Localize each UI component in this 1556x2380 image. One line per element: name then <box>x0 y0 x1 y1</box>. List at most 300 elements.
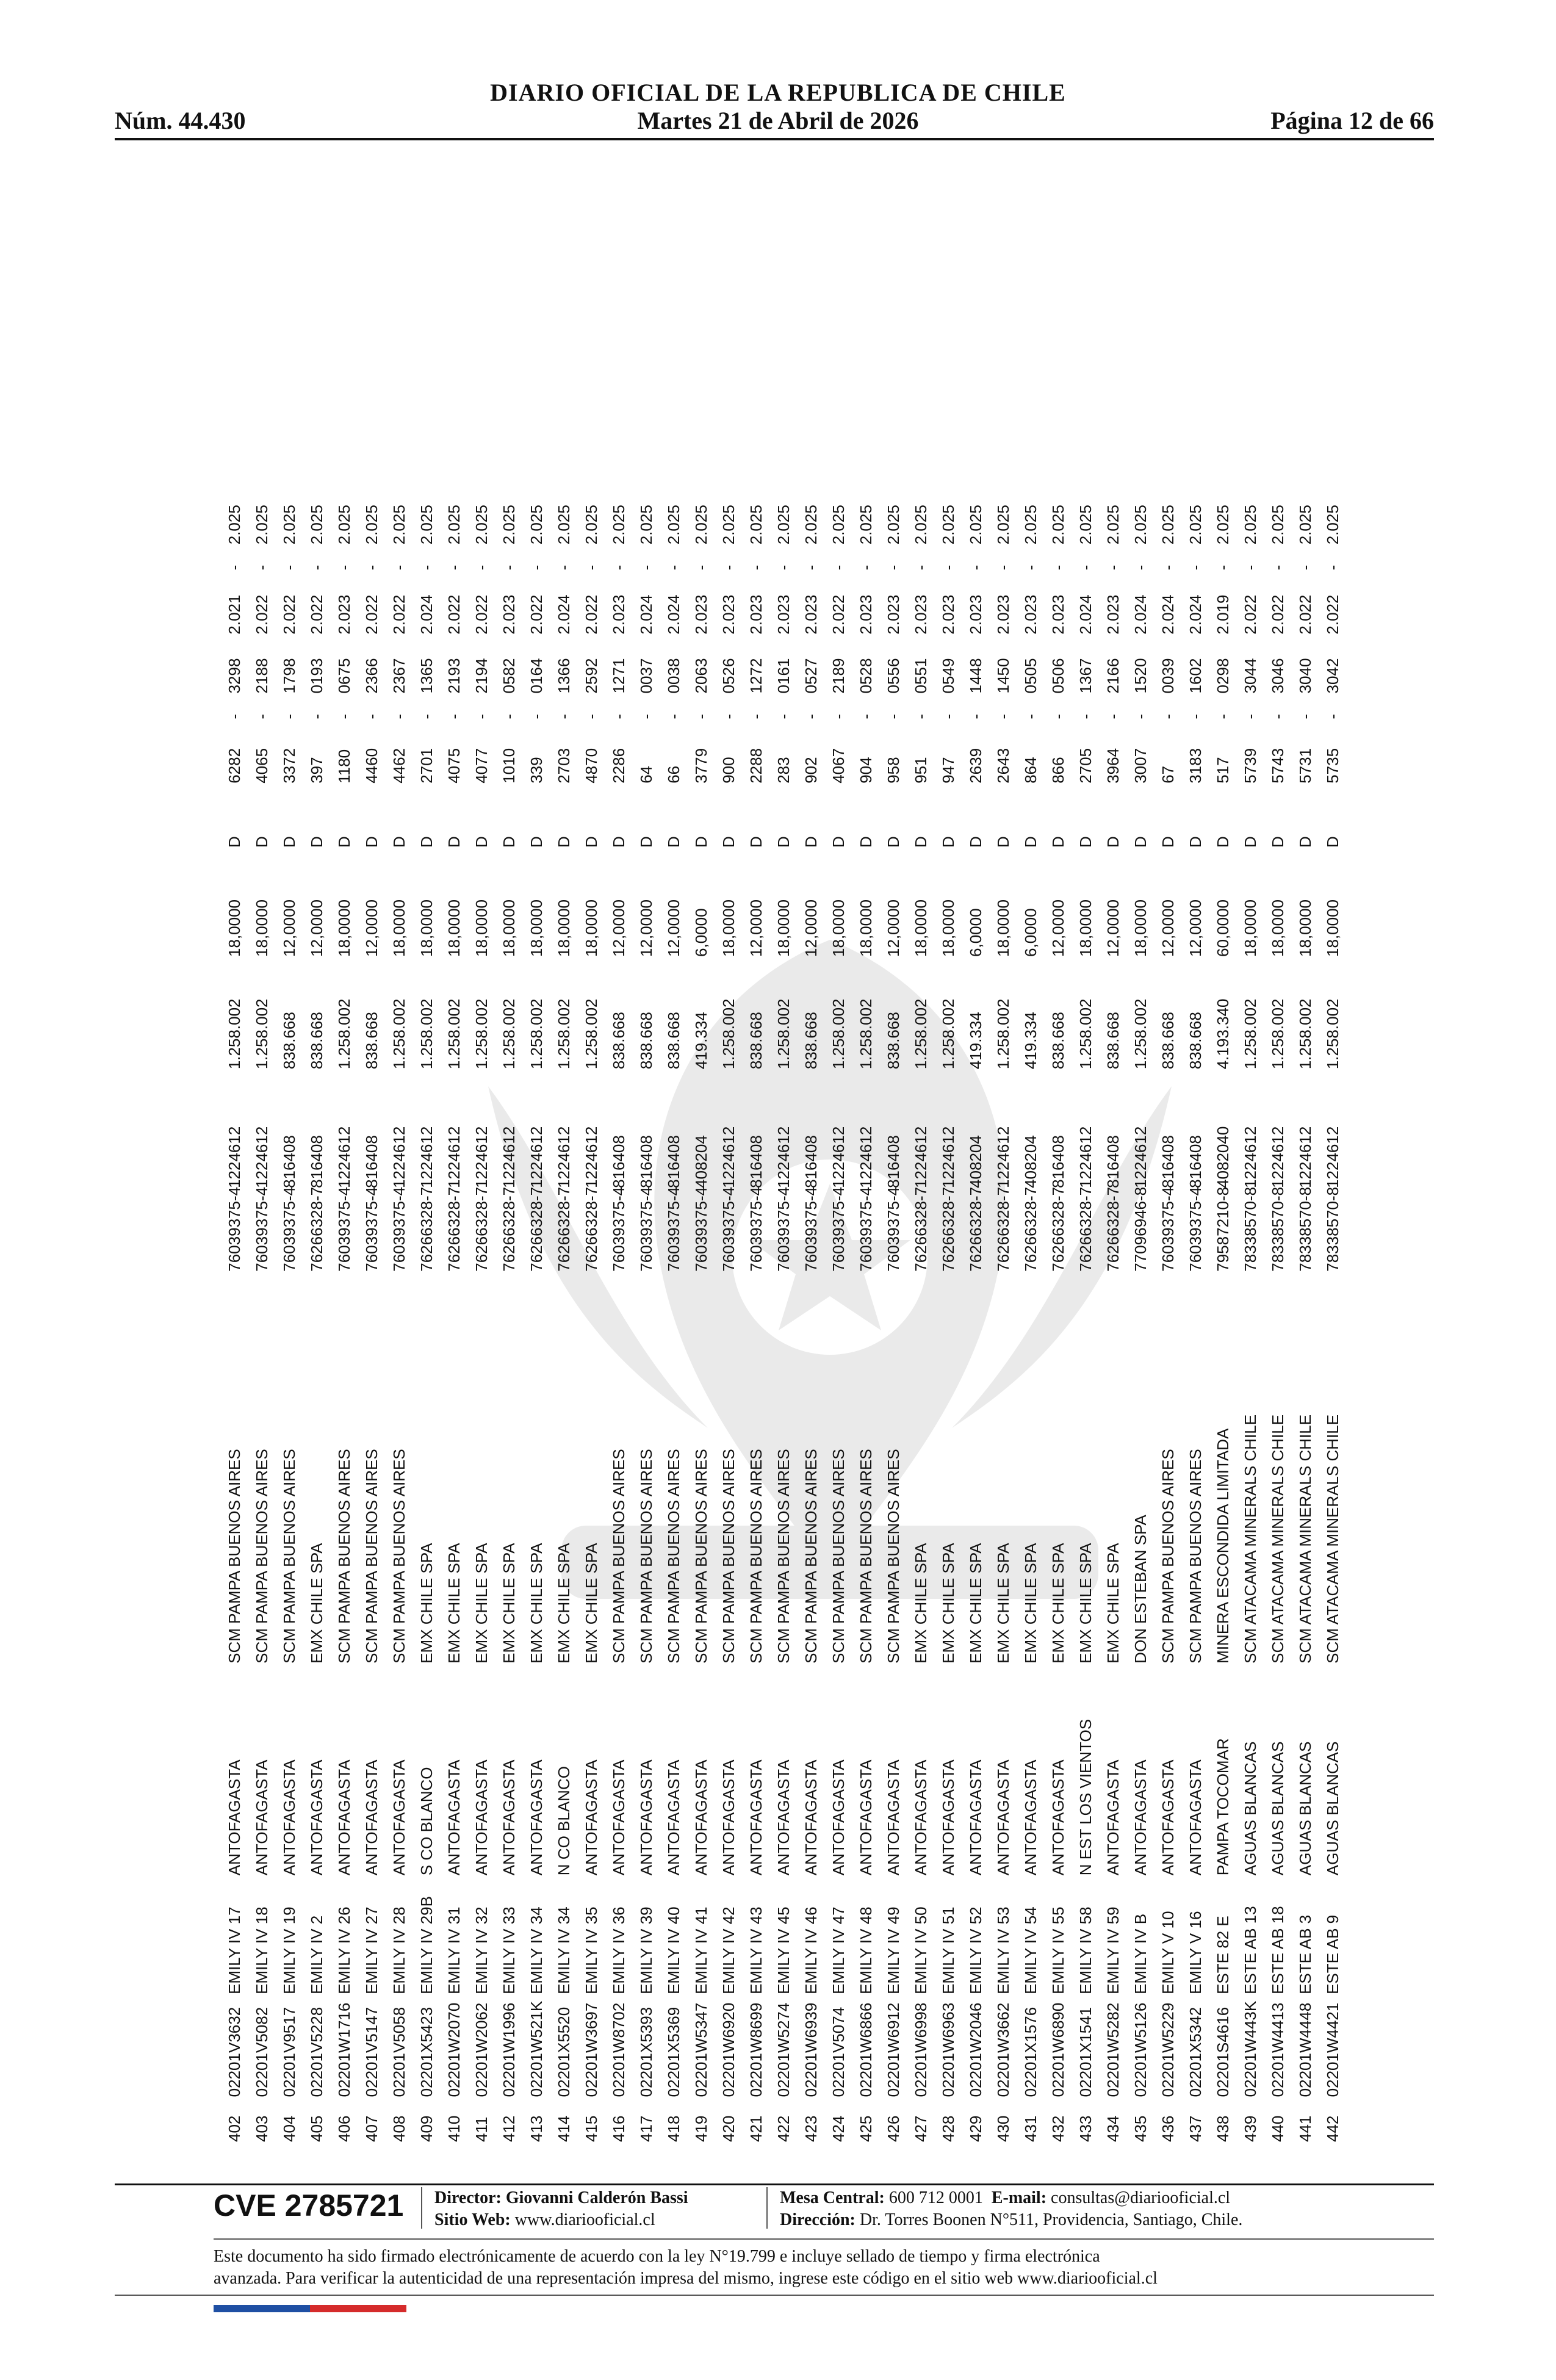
hectares-cell: 18,0000 <box>939 899 957 957</box>
holder-name-cell: EMX CHILE SPA <box>912 1543 930 1664</box>
field-b-cell: 0193 <box>308 658 326 694</box>
amount-b-cell: 4.193.340 <box>1214 998 1232 1070</box>
amount-a-cell: 1224612 <box>253 1126 271 1188</box>
dash-cell: - <box>747 713 765 719</box>
concessions-table-body <box>221 189 1347 2142</box>
type-code-cell: D <box>1159 836 1177 848</box>
commune-cell: ANTOFAGASTA <box>774 1759 793 1876</box>
table-row <box>468 189 495 2142</box>
dash-cell: - <box>884 713 902 719</box>
type-code-cell: D <box>1241 836 1259 848</box>
field-b-cell: 1366 <box>555 658 573 694</box>
footer-divider <box>214 2238 1434 2240</box>
field-a-cell: 947 <box>939 757 957 784</box>
amount-b-cell: 1.258.002 <box>445 998 463 1070</box>
holder-name-cell: EMX CHILE SPA <box>555 1543 573 1664</box>
field-b-cell: 3044 <box>1241 658 1259 694</box>
dash-cell: - <box>857 713 875 719</box>
type-code-cell: D <box>1296 836 1314 848</box>
email-label: E-mail: <box>991 2188 1047 2207</box>
dash-cell: - <box>1214 564 1232 571</box>
dash-cell: - <box>225 564 243 571</box>
dash-cell: - <box>1241 564 1259 571</box>
type-code-cell: D <box>912 836 930 848</box>
year-b-cell: 2.025 <box>1241 505 1259 545</box>
type-code-cell: D <box>390 836 408 848</box>
hectares-cell: 18,0000 <box>1241 899 1259 957</box>
concession-name-cell: EMILY IV 39 <box>637 1906 655 1994</box>
dash-cell: - <box>1324 713 1342 719</box>
hectares-cell: 18,0000 <box>582 899 600 957</box>
year-a-cell: 2.019 <box>1214 594 1232 635</box>
holder-name-cell: SCM PAMPA BUENOS AIRES <box>1159 1449 1177 1664</box>
dash-cell: - <box>774 564 793 571</box>
address-label: Dirección: <box>780 2210 855 2229</box>
amount-b-cell: 1.258.002 <box>417 998 436 1070</box>
type-code-cell: D <box>829 836 848 848</box>
table-row <box>1264 189 1292 2142</box>
holder-rut-cell: 76266328-7 <box>1104 1186 1122 1272</box>
holder-rut-cell: 76039375-4 <box>665 1186 683 1272</box>
hectares-cell: 18,0000 <box>335 899 353 957</box>
field-a-cell: 66 <box>665 765 683 784</box>
type-code-cell: D <box>857 836 875 848</box>
type-code-cell: D <box>527 836 546 848</box>
concession-name-cell: EMILY IV 26 <box>335 1906 353 1994</box>
field-a-cell: 6282 <box>225 748 243 784</box>
amount-a-cell: 1224612 <box>857 1126 875 1188</box>
year-b-cell: 2.025 <box>884 505 902 545</box>
type-code-cell: D <box>1186 836 1205 848</box>
amount-a-cell: 1224612 <box>500 1126 518 1188</box>
dash-cell: - <box>610 713 628 719</box>
hectares-cell: 12,0000 <box>747 899 765 957</box>
year-b-cell: 2.025 <box>253 505 271 545</box>
holder-name-cell: SCM PAMPA BUENOS AIRES <box>665 1449 683 1664</box>
dash-cell: - <box>445 564 463 571</box>
amount-a-cell: 1224612 <box>472 1126 491 1188</box>
year-b-cell: 2.025 <box>774 505 793 545</box>
field-a-cell: 904 <box>857 757 875 784</box>
year-b-cell: 2.025 <box>637 505 655 545</box>
hectares-cell: 18,0000 <box>555 899 573 957</box>
year-a-cell: 2.023 <box>1021 594 1040 635</box>
file-code-cell: 02201W5126 <box>1131 2002 1150 2097</box>
holder-name-cell: DON ESTEBAN SPA <box>1131 1515 1150 1664</box>
table-row <box>413 189 441 2142</box>
year-b-cell: 2.025 <box>390 505 408 545</box>
commune-cell: ANTOFAGASTA <box>308 1759 326 1876</box>
year-a-cell: 2.022 <box>1324 594 1342 635</box>
field-b-cell: 1798 <box>280 658 298 694</box>
dash-cell: - <box>802 564 820 571</box>
table-row <box>441 189 468 2142</box>
amount-a-cell: 1224612 <box>829 1126 848 1188</box>
holder-name-cell: EMX CHILE SPA <box>994 1543 1012 1664</box>
hectares-cell: 18,0000 <box>1131 899 1150 957</box>
table-row <box>1237 189 1264 2142</box>
commune-cell: ANTOFAGASTA <box>1049 1759 1067 1876</box>
file-code-cell: 02201W521K <box>527 2000 546 2097</box>
row-number-cell: 409 <box>417 2115 436 2142</box>
row-number-cell: 414 <box>555 2115 573 2142</box>
concessions-table <box>221 189 1347 2142</box>
dash-cell: - <box>390 713 408 719</box>
concession-name-cell: EMILY IV 18 <box>253 1906 271 1994</box>
hectares-cell: 6,0000 <box>1021 908 1040 957</box>
holder-rut-cell: 76039375-4 <box>884 1186 902 1272</box>
table-row <box>303 189 331 2142</box>
address-value: Dr. Torres Boonen N°511, Providencia, Santiago, Chile. <box>859 2210 1243 2229</box>
amount-a-cell: 1224612 <box>1241 1126 1259 1188</box>
amount-b-cell: 838.668 <box>884 1012 902 1070</box>
field-b-cell: 0161 <box>774 658 793 694</box>
type-code-cell: D <box>308 836 326 848</box>
holder-name-cell: SCM PAMPA BUENOS AIRES <box>692 1449 710 1664</box>
dash-cell: - <box>829 713 848 719</box>
row-number-cell: 408 <box>390 2115 408 2142</box>
dash-cell: - <box>582 713 600 719</box>
amount-a-cell: 816408 <box>1104 1135 1122 1188</box>
commune-cell: ANTOFAGASTA <box>719 1759 738 1876</box>
field-b-cell: 0164 <box>527 658 546 694</box>
holder-name-cell: MINERA ESCONDIDA LIMITADA <box>1214 1428 1232 1664</box>
table-row <box>495 189 523 2142</box>
dash-cell: - <box>308 713 326 719</box>
row-number-cell: 431 <box>1021 2115 1040 2142</box>
amount-b-cell: 1.258.002 <box>719 998 738 1070</box>
amount-b-cell: 1.258.002 <box>774 998 793 1070</box>
row-number-cell: 421 <box>747 2115 765 2142</box>
file-code-cell: 02201W5274 <box>774 2002 793 2097</box>
type-code-cell: D <box>747 836 765 848</box>
type-code-cell: D <box>1049 836 1067 848</box>
concession-name-cell: EMILY IV 40 <box>665 1906 683 1994</box>
concession-name-cell: EMILY IV 27 <box>362 1906 381 1994</box>
amount-b-cell: 838.668 <box>1049 1012 1067 1070</box>
dash-cell: - <box>582 564 600 571</box>
row-number-cell: 427 <box>912 2115 930 2142</box>
field-a-cell: 283 <box>774 757 793 784</box>
year-a-cell: 2.024 <box>1131 594 1150 635</box>
field-a-cell: 4462 <box>390 748 408 784</box>
file-code-cell: 02201X5393 <box>637 2007 655 2097</box>
holder-name-cell: SCM ATACAMA MINERALS CHILE <box>1241 1414 1259 1664</box>
commune-cell: PAMPA TOCOMAR <box>1214 1738 1232 1876</box>
holder-rut-cell: 76039375-4 <box>719 1186 738 1272</box>
row-number-cell: 412 <box>500 2115 518 2142</box>
field-a-cell: 339 <box>527 757 546 784</box>
table-row <box>743 189 770 2142</box>
concession-name-cell: EMILY IV 47 <box>829 1906 848 1994</box>
table-row <box>770 189 798 2142</box>
year-a-cell: 2.022 <box>1269 594 1287 635</box>
table-row <box>1045 189 1072 2142</box>
holder-name-cell: SCM PAMPA BUENOS AIRES <box>884 1449 902 1664</box>
dash-cell: - <box>939 713 957 719</box>
year-b-cell: 2.025 <box>719 505 738 545</box>
page-number: Página 12 de 66 <box>1270 107 1434 134</box>
field-a-cell: 902 <box>802 757 820 784</box>
field-a-cell: 2286 <box>610 748 628 784</box>
holder-name-cell: SCM PAMPA BUENOS AIRES <box>802 1449 820 1664</box>
file-code-cell: 02201W1716 <box>335 2002 353 2097</box>
amount-a-cell: 816408 <box>280 1135 298 1188</box>
holder-rut-cell: 76266328-7 <box>445 1186 463 1272</box>
dash-cell: - <box>500 713 518 719</box>
field-b-cell: 2367 <box>390 658 408 694</box>
director-name: Giovanni Calderón Bassi <box>505 2188 688 2207</box>
amount-a-cell: 1224612 <box>939 1126 957 1188</box>
dash-cell: - <box>1076 564 1095 571</box>
holder-name-cell: SCM PAMPA BUENOS AIRES <box>390 1449 408 1664</box>
concession-name-cell: EMILY IV 50 <box>912 1906 930 1994</box>
row-number-cell: 422 <box>774 2115 793 2142</box>
hectares-cell: 12,0000 <box>362 899 381 957</box>
holder-rut-cell: 76266328-7 <box>939 1186 957 1272</box>
amount-a-cell: 816408 <box>610 1135 628 1188</box>
amount-b-cell: 1.258.002 <box>1296 998 1314 1070</box>
concession-name-cell: EMILY IV 55 <box>1049 1906 1067 1994</box>
concession-name-cell: EMILY IV 43 <box>747 1906 765 1994</box>
hectares-cell: 12,0000 <box>1049 899 1067 957</box>
row-number-cell: 420 <box>719 2115 738 2142</box>
dash-cell: - <box>1296 564 1314 571</box>
mesa-phone: 600 712 0001 <box>888 2188 983 2207</box>
dash-cell: - <box>665 713 683 719</box>
year-b-cell: 2.025 <box>802 505 820 545</box>
holder-rut-cell: 76039375-4 <box>1186 1186 1205 1272</box>
amount-a-cell: 816408 <box>802 1135 820 1188</box>
dash-cell: - <box>335 713 353 719</box>
year-a-cell: 2.021 <box>225 594 243 635</box>
dash-cell: - <box>280 713 298 719</box>
hectares-cell: 18,0000 <box>445 899 463 957</box>
commune-cell: ANTOFAGASTA <box>225 1759 243 1876</box>
type-code-cell: D <box>637 836 655 848</box>
amount-b-cell: 838.668 <box>747 1012 765 1070</box>
year-b-cell: 2.025 <box>1049 505 1067 545</box>
year-a-cell: 2.023 <box>774 594 793 635</box>
table-row <box>798 189 825 2142</box>
year-b-cell: 2.025 <box>610 505 628 545</box>
year-a-cell: 2.023 <box>335 594 353 635</box>
commune-cell: ANTOFAGASTA <box>1021 1759 1040 1876</box>
dash-cell: - <box>253 713 271 719</box>
field-a-cell: 5739 <box>1241 748 1259 784</box>
type-code-cell: D <box>555 836 573 848</box>
commune-cell: ANTOFAGASTA <box>362 1759 381 1876</box>
hectares-cell: 18,0000 <box>472 899 491 957</box>
table-row <box>1292 189 1319 2142</box>
type-code-cell: D <box>1076 836 1095 848</box>
commune-cell: ANTOFAGASTA <box>390 1759 408 1876</box>
dash-cell: - <box>774 713 793 719</box>
year-b-cell: 2.025 <box>308 505 326 545</box>
holder-name-cell: SCM ATACAMA MINERALS CHILE <box>1269 1414 1287 1664</box>
field-b-cell: 0298 <box>1214 658 1232 694</box>
dash-cell: - <box>1104 564 1122 571</box>
year-b-cell: 2.025 <box>1296 505 1314 545</box>
file-code-cell: 02201W6912 <box>884 2002 902 2097</box>
holder-rut-cell: 76039375-4 <box>335 1186 353 1272</box>
year-a-cell: 2.022 <box>362 594 381 635</box>
year-a-cell: 2.023 <box>939 594 957 635</box>
table-row <box>990 189 1017 2142</box>
concession-name-cell: EMILY IV 45 <box>774 1906 793 1994</box>
file-code-cell: 02201W443K <box>1241 2000 1259 2097</box>
holder-rut-cell: 78338570-8 <box>1241 1186 1259 1272</box>
dash-cell: - <box>472 713 491 719</box>
year-b-cell: 2.025 <box>692 505 710 545</box>
concession-name-cell: EMILY IV B <box>1131 1913 1150 1994</box>
table-row <box>578 189 605 2142</box>
dash-cell: - <box>747 564 765 571</box>
year-a-cell: 2.024 <box>1186 594 1205 635</box>
web-link[interactable]: www.diariooficial.cl <box>514 2210 655 2229</box>
dash-cell: - <box>637 564 655 571</box>
flag-stripe-red <box>310 2305 406 2312</box>
type-code-cell: D <box>253 836 271 848</box>
hectares-cell: 18,0000 <box>1296 899 1314 957</box>
footer-separator <box>766 2187 768 2229</box>
table-row <box>358 189 386 2142</box>
concession-name-cell: EMILY IV 32 <box>472 1906 491 1994</box>
commune-cell: ANTOFAGASTA <box>1159 1759 1177 1876</box>
field-a-cell: 4870 <box>582 748 600 784</box>
type-code-cell: D <box>1214 836 1232 848</box>
amount-a-cell: 408204 <box>1021 1135 1040 1188</box>
dash-cell: - <box>500 564 518 571</box>
field-b-cell: 0526 <box>719 658 738 694</box>
field-b-cell: 0528 <box>857 658 875 694</box>
table-row <box>1072 189 1100 2142</box>
amount-b-cell: 838.668 <box>665 1012 683 1070</box>
type-code-cell: D <box>1324 836 1342 848</box>
field-b-cell: 0037 <box>637 658 655 694</box>
amount-b-cell: 838.668 <box>1104 1012 1122 1070</box>
file-code-cell: 02201V5058 <box>390 2007 408 2097</box>
file-code-cell: 02201W8699 <box>747 2002 765 2097</box>
year-b-cell: 2.025 <box>225 505 243 545</box>
table-row <box>1127 189 1154 2142</box>
holder-rut-cell: 78338570-8 <box>1324 1186 1342 1272</box>
email-link[interactable]: consultas@diariooficial.cl <box>1051 2188 1231 2207</box>
year-a-cell: 2.023 <box>747 594 765 635</box>
year-a-cell: 2.024 <box>1159 594 1177 635</box>
file-code-cell: 02201X5369 <box>665 2007 683 2097</box>
holder-name-cell: EMX CHILE SPA <box>1104 1543 1122 1664</box>
field-a-cell: 1010 <box>500 748 518 784</box>
hectares-cell: 18,0000 <box>912 899 930 957</box>
year-a-cell: 2.023 <box>912 594 930 635</box>
dash-cell: - <box>1049 564 1067 571</box>
field-b-cell: 1272 <box>747 658 765 694</box>
field-a-cell: 3183 <box>1186 748 1205 784</box>
amount-b-cell: 1.258.002 <box>472 998 491 1070</box>
field-b-cell: 0505 <box>1021 658 1040 694</box>
type-code-cell: D <box>939 836 957 848</box>
row-number-cell: 406 <box>335 2115 353 2142</box>
dash-cell: - <box>253 564 271 571</box>
field-a-cell: 5731 <box>1296 748 1314 784</box>
dash-cell: - <box>994 713 1012 719</box>
type-code-cell: D <box>1021 836 1040 848</box>
amount-b-cell: 1.258.002 <box>555 998 573 1070</box>
commune-cell: N CO BLANCO <box>555 1766 573 1876</box>
amount-a-cell: 1224612 <box>445 1126 463 1188</box>
amount-b-cell: 1.258.002 <box>527 998 546 1070</box>
type-code-cell: D <box>994 836 1012 848</box>
year-a-cell: 2.023 <box>857 594 875 635</box>
row-number-cell: 440 <box>1269 2115 1287 2142</box>
amount-b-cell: 1.258.002 <box>1269 998 1287 1070</box>
commune-cell: ANTOFAGASTA <box>994 1759 1012 1876</box>
field-b-cell: 2193 <box>445 658 463 694</box>
dash-cell: - <box>308 564 326 571</box>
holder-rut-cell: 76266328-7 <box>1021 1186 1040 1272</box>
row-number-cell: 433 <box>1076 2115 1095 2142</box>
table-row <box>1100 189 1127 2142</box>
type-code-cell: D <box>582 836 600 848</box>
hectares-cell: 60,0000 <box>1214 899 1232 957</box>
amount-b-cell: 1.258.002 <box>939 998 957 1070</box>
file-code-cell: 02201W8702 <box>610 2002 628 2097</box>
holder-rut-cell: 76266328-7 <box>994 1186 1012 1272</box>
dash-cell: - <box>1296 713 1314 719</box>
commune-cell: ANTOFAGASTA <box>582 1759 600 1876</box>
legal-notice <box>214 2246 1428 2290</box>
amount-a-cell: 816408 <box>637 1135 655 1188</box>
year-a-cell: 2.023 <box>967 594 985 635</box>
file-code-cell: 02201W2046 <box>967 2002 985 2097</box>
type-code-cell: D <box>225 836 243 848</box>
year-a-cell: 2.022 <box>445 594 463 635</box>
dash-cell: - <box>719 713 738 719</box>
row-number-cell: 403 <box>253 2115 271 2142</box>
holder-rut-cell: 76039375-4 <box>802 1186 820 1272</box>
field-a-cell: 2639 <box>967 748 985 784</box>
dash-cell: - <box>445 713 463 719</box>
type-code-cell: D <box>500 836 518 848</box>
dash-cell: - <box>1159 713 1177 719</box>
field-a-cell: 951 <box>912 757 930 784</box>
file-code-cell: 02201X1541 <box>1076 2007 1095 2097</box>
file-code-cell: 02201W6998 <box>912 2002 930 2097</box>
amount-a-cell: 1224612 <box>1269 1126 1287 1188</box>
year-a-cell: 2.022 <box>1241 594 1259 635</box>
row-number-cell: 411 <box>472 2116 491 2142</box>
field-b-cell: 1367 <box>1076 658 1095 694</box>
row-number-cell: 405 <box>308 2115 326 2142</box>
table-row <box>880 189 907 2142</box>
table-row <box>688 189 715 2142</box>
holder-name-cell: SCM PAMPA BUENOS AIRES <box>747 1449 765 1664</box>
year-b-cell: 2.025 <box>857 505 875 545</box>
year-a-cell: 2.023 <box>1104 594 1122 635</box>
year-a-cell: 2.023 <box>500 594 518 635</box>
concession-name-cell: EMILY IV 53 <box>994 1906 1012 1994</box>
holder-rut-cell: 76266328-7 <box>555 1186 573 1272</box>
table-row <box>1209 189 1237 2142</box>
table-row <box>605 189 633 2142</box>
holder-rut-cell: 76039375-4 <box>1159 1186 1177 1272</box>
year-a-cell: 2.023 <box>719 594 738 635</box>
concession-name-cell: EMILY IV 2 <box>308 1915 326 1994</box>
concession-name-cell: EMILY IV 51 <box>939 1906 957 1994</box>
amount-a-cell: 1224612 <box>527 1126 546 1188</box>
field-b-cell: 1602 <box>1186 658 1205 694</box>
